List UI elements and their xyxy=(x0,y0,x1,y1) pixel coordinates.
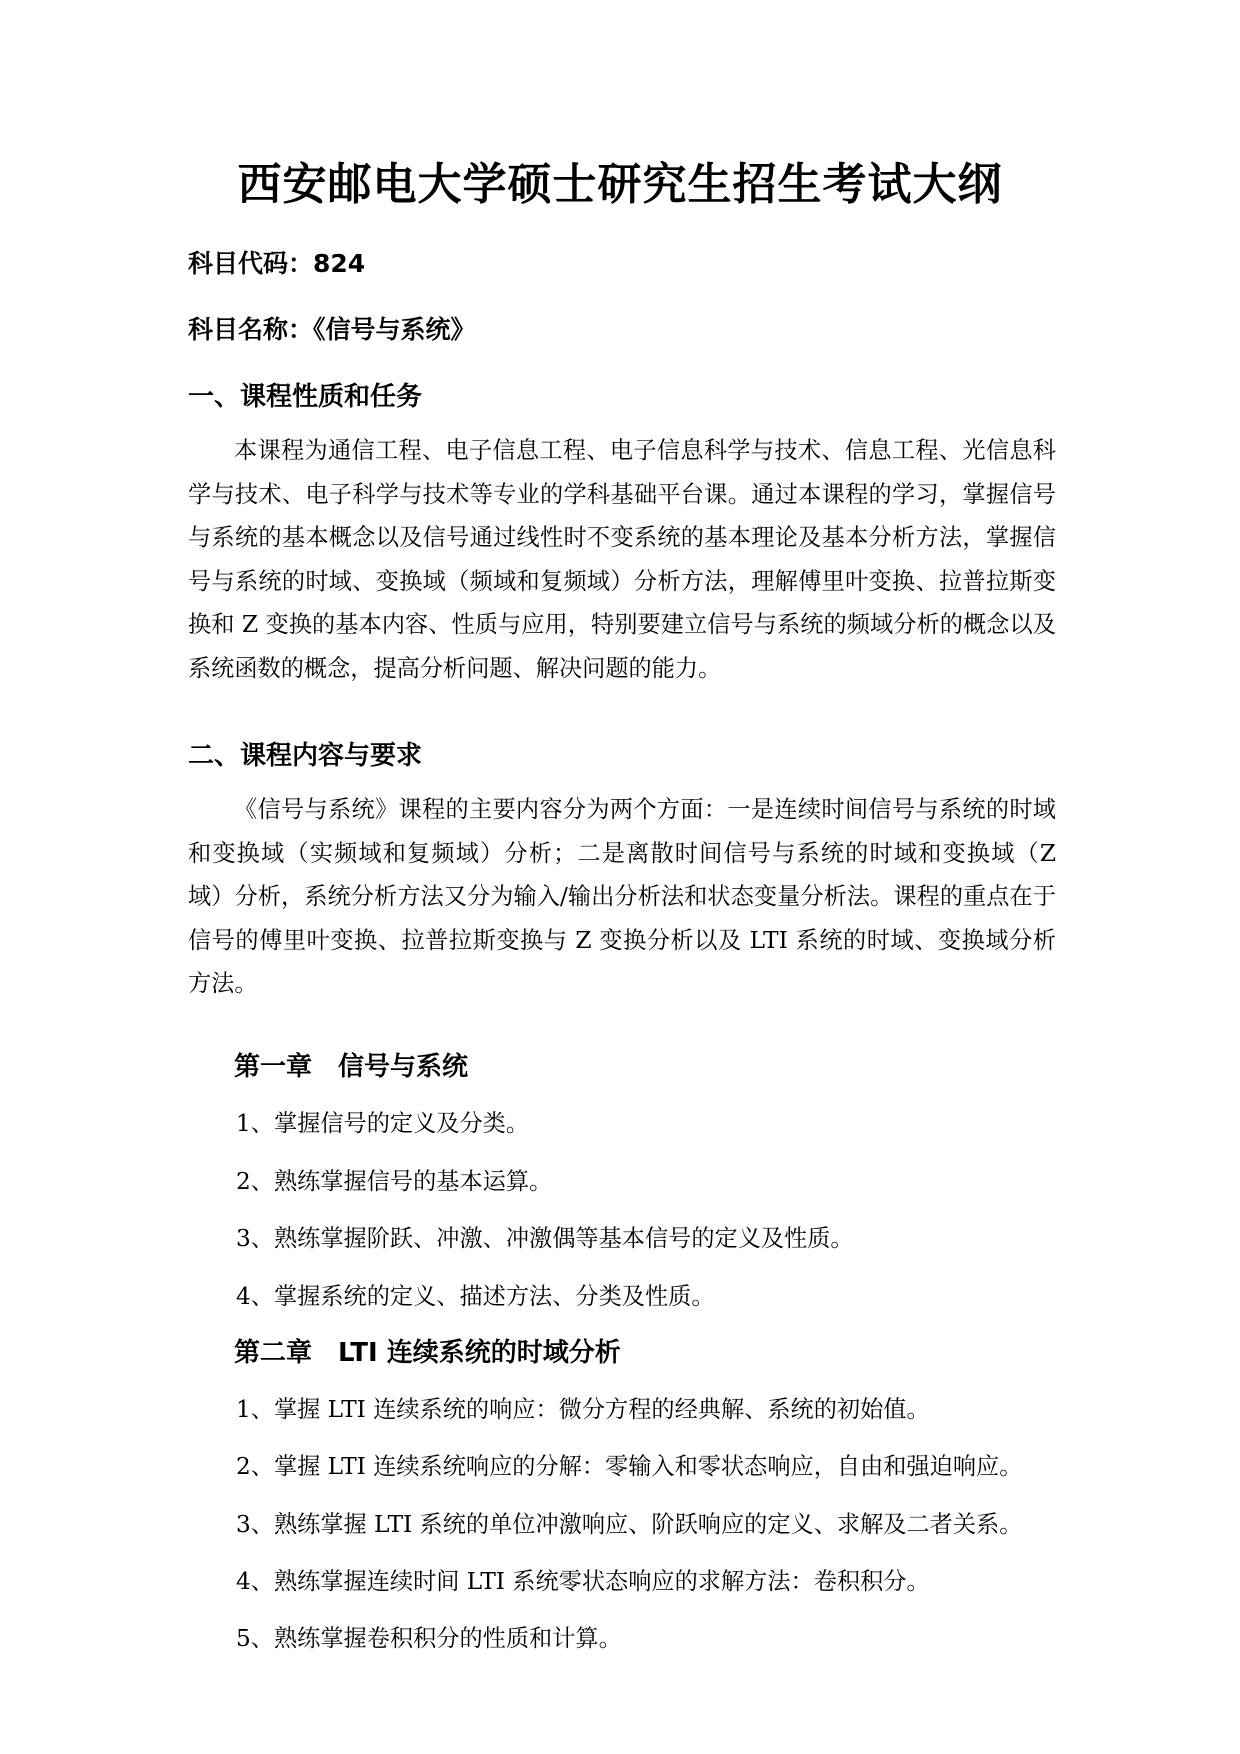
list-item: 4、熟练掌握连续时间 LTI 系统零状态响应的求解方法：卷积积分。 xyxy=(236,1568,930,1595)
section-paragraph-nature: 本课程为通信工程、电子信息工程、电子信息科学与技术、信息工程、光信息科学与技术、电子科学与技术等专业的学科基础平台课。通过本课程的学习，掌握信号与系统的基本概念以及信号通过线性时不变系统的基本理论及基本分析方法，掌握信号与系统的时域、变换域（频域和复频域）分析方法，理解傅里叶变换、拉普拉斯变换和 Z 变换的基本内容、性质与应用，特别要建立信号与系统的频域分析的概念以及系统函数的概念，提高分析问题、解决问题的能力。 xyxy=(188,437,1056,682)
list-item: 1、掌握 LTI 连续系统的响应：微分方程的经典解、系统的初始值。 xyxy=(236,1396,930,1423)
list-item: 2、熟练掌握信号的基本运算。 xyxy=(236,1168,553,1195)
list-item: 4、掌握系统的定义、描述方法、分类及性质。 xyxy=(236,1283,715,1310)
list-item: 2、掌握 LTI 连续系统响应的分解：零输入和零状态响应，自由和强迫响应。 xyxy=(236,1453,1023,1480)
section-paragraph-content: 《信号与系统》课程的主要内容分为两个方面：一是连续时间信号与系统的时域和变换域（实频域和复频域）分析；二是离散时间信号与系统的时域和变换域（Z 域）分析，系统分析方法又分为输入/输出分析法和状态变量分析法。课程的重点在于信号的傅里叶变换、拉普拉斯变换与 Z 变换分析以及 LTI 系统的时域、变换域分析方法。 xyxy=(188,796,1056,997)
document-title: 西安邮电大学硕士研究生招生考试大纲 xyxy=(237,159,1003,210)
list-item: 5、熟练掌握卷积积分的性质和计算。 xyxy=(236,1625,622,1652)
list-item: 3、熟练掌握阶跃、冲激、冲激偶等基本信号的定义及性质。 xyxy=(236,1225,854,1252)
list-item: 1、掌握信号的定义及分类。 xyxy=(236,1110,530,1137)
chapter-heading-1: 第一章 信号与系统 xyxy=(234,1052,469,1082)
section-heading-nature: 一、课程性质和任务 xyxy=(188,382,423,412)
list-item: 3、熟练掌握 LTI 系统的单位冲激响应、阶跃响应的定义、求解及二者关系。 xyxy=(236,1511,1023,1538)
chapter-heading-2: 第二章 LTI 连续系统的时域分析 xyxy=(234,1338,621,1368)
subject-code: 科目代码：824 xyxy=(188,249,366,278)
section-heading-content: 二、课程内容与要求 xyxy=(188,741,423,771)
subject-name: 科目名称：《信号与系统》 xyxy=(188,315,476,344)
